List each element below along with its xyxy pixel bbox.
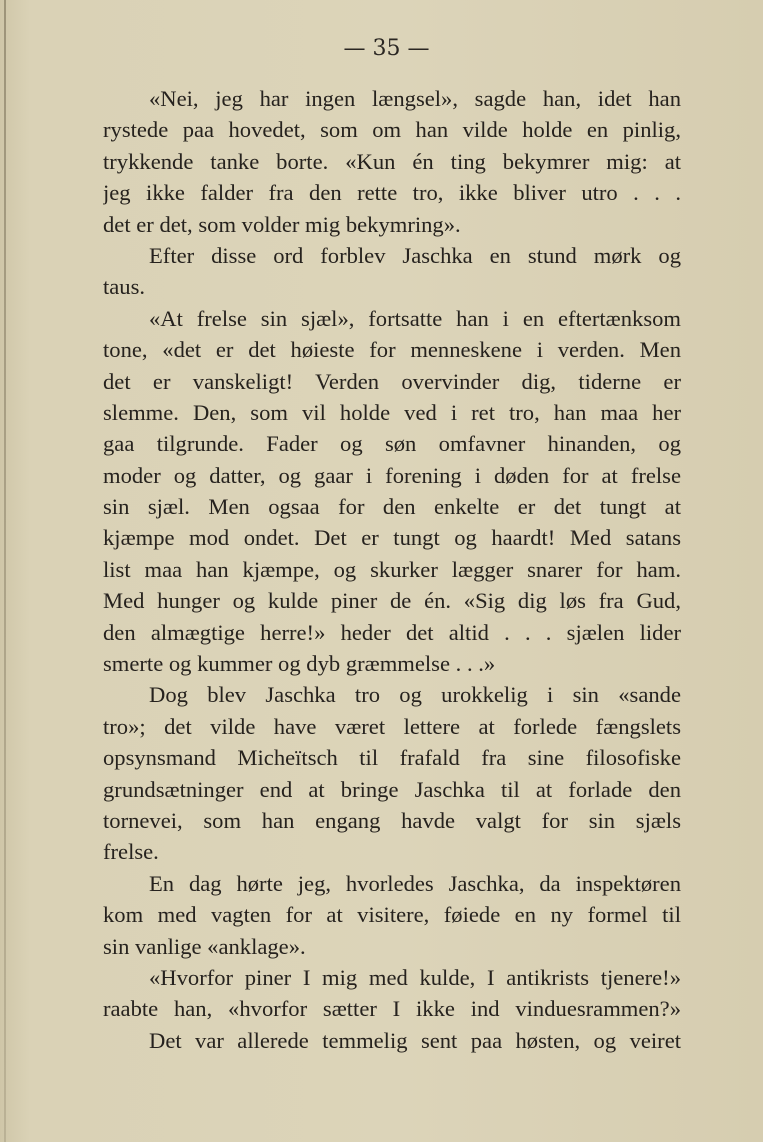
text-line: frelse. bbox=[103, 839, 159, 865]
text-line: Det var allerede temmelig sent paa høsten, og veiret bbox=[149, 1027, 681, 1053]
text-line: kjæmpe mod ondet. Det er tungt og haardt! Med satans bbox=[103, 525, 681, 551]
text-line: den almægtige herre!» heder det altid . . . sjælen lider bbox=[103, 619, 681, 645]
text-line: sin vanlige «anklage». bbox=[103, 933, 306, 959]
text-line: «Nei, jeg har ingen længsel», sagde han, idet han bbox=[149, 86, 681, 111]
text-line: rystede paa hovedet, som om han vilde holde en pinlig, bbox=[103, 117, 681, 143]
text-line: tro»; det vilde have været lettere at forlede fængslets bbox=[103, 713, 681, 739]
text-line: Dog blev Jaschka tro og urokkelig i sin «sande bbox=[149, 682, 681, 708]
text-line: slemme. Den, som vil holde ved i ret tro, han maa her bbox=[103, 399, 681, 425]
body-text bbox=[103, 83, 681, 1056]
text-line: Med hunger og kulde piner de én. «Sig dig løs fra Gud, bbox=[103, 588, 681, 614]
page-edge-shadow bbox=[4, 0, 6, 1142]
text-line: kom med vagten for at visitere, føiede en ny formel til bbox=[103, 902, 681, 928]
page-number: — 35 — bbox=[343, 36, 430, 61]
text-line: sin sjæl. Men ogsaa for den enkelte er det tungt at bbox=[103, 494, 681, 520]
text-line: taus. bbox=[103, 274, 146, 300]
text-line: «Hvorfor piner I mig med kulde, I antikrists tjenere!» bbox=[149, 964, 681, 990]
text-line: list maa han kjæmpe, og skurker lægger snarer for ham. bbox=[103, 556, 681, 582]
text-line: jeg ikke falder fra den rette tro, ikke bliver utro . . . bbox=[103, 180, 681, 206]
text-line: moder og datter, og gaar i forening i døden for at frelse bbox=[103, 462, 681, 488]
text-line: gaa tilgrunde. Fader og søn omfavner hinanden, og bbox=[103, 431, 681, 457]
text-line: tornevei, som han engang havde valgt for sin sjæls bbox=[103, 807, 681, 833]
text-line: smerte og kummer og dyb græmmelse . . .» bbox=[103, 651, 496, 677]
text-line: En dag hørte jeg, hvorledes Jaschka, da inspektøren bbox=[149, 870, 681, 896]
text-line: det er vanskeligt! Verden overvinder dig, tiderne er bbox=[103, 368, 681, 394]
text-line: «At frelse sin sjæl», fortsatte han i en eftertænksom bbox=[149, 305, 681, 331]
text-line: Efter disse ord forblev Jaschka en stund mørk og bbox=[149, 242, 681, 268]
text-line: trykkende tanke borte. «Kun én ting bekymrer mig: at bbox=[103, 148, 681, 174]
text-line: grundsætninger end at bringe Jaschka til at forlade den bbox=[103, 776, 681, 802]
text-line: opsynsmand Micheïtsch til frafald fra sine filosofiske bbox=[103, 745, 681, 771]
text-line: raabte han, «hvorfor sætter I ikke ind vinduesrammen?» bbox=[103, 996, 681, 1022]
text-line: tone, «det er det høieste for menneskene i verden. Men bbox=[103, 337, 681, 363]
text-line: det er det, som volder mig bekymring». bbox=[103, 211, 461, 237]
